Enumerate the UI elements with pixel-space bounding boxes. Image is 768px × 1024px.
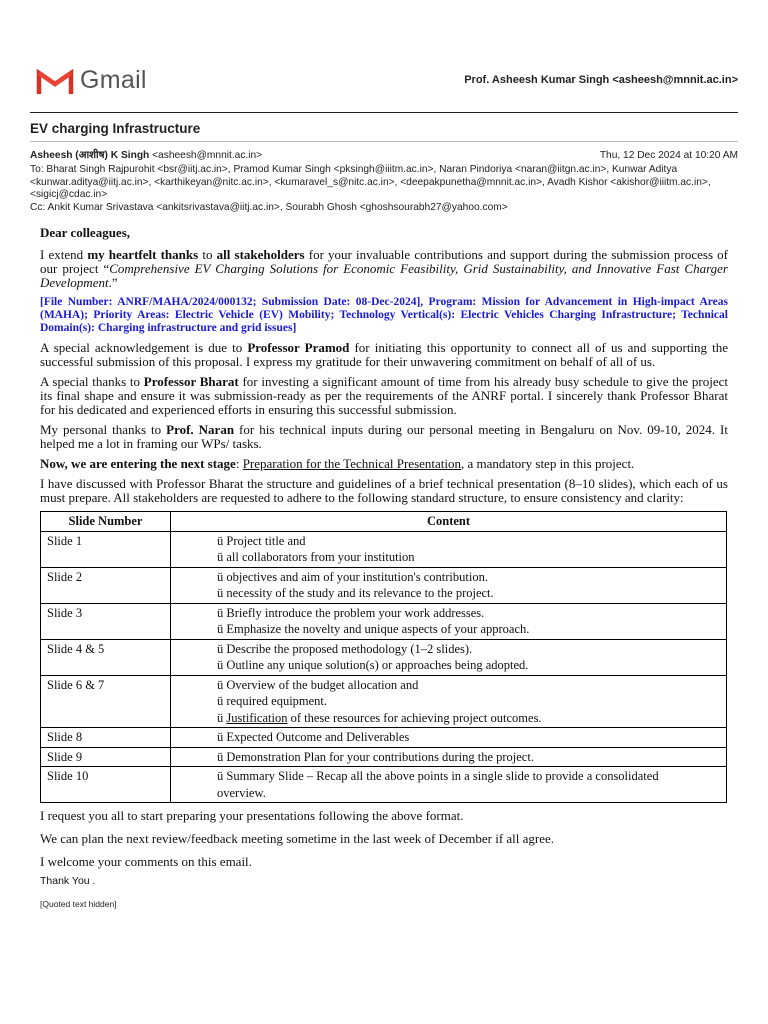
slide-structure-table bbox=[40, 511, 727, 803]
table-row: Slide 2 ü objectives and aim of your institution's contribution. ü necessity of the study and its relevance to the project. bbox=[41, 567, 727, 603]
email-date: Thu, 12 Dec 2024 at 10:20 AM bbox=[599, 150, 738, 161]
signoff: Thank You . bbox=[40, 875, 96, 887]
paragraph-pramod: A special acknowledgement is due to Professor Pramod for initiating this opportunity to connect all of us and supporting the successful submission of this proposal. I express my gratitude for their unwavering commitment on behalf of all of us. bbox=[40, 340, 729, 369]
table-row: Slide 1 ü Project title and ü all collaborators from your institution bbox=[41, 531, 727, 567]
from-line bbox=[30, 150, 740, 164]
gmail-logo-text: Gmail bbox=[80, 66, 147, 94]
paragraph-request: I request you all to start preparing your presentations following the above format. bbox=[40, 808, 464, 823]
subject-divider bbox=[30, 141, 738, 142]
email-body bbox=[40, 226, 728, 909]
table-row: Slide 9 ü Demonstration Plan for your contributions during the project. bbox=[41, 747, 727, 767]
paragraph-bharat: A special thanks to Professor Bharat for investing a significant amount of time from his already busy schedule to give the project its final shape and ensure it was submission-ready as per the requirements of the ANRF portal. I sincerely thank Professor Bharat for his dedicated and experienced efforts in ensuring this successful submission. bbox=[40, 374, 728, 417]
table-row: Slide 3 ü Briefly introduce the problem your work addresses. ü Emphasize the novelty and unique aspects of your approach. bbox=[41, 603, 727, 639]
to-recipients: To: Bharat Singh Rajpurohit <bsr@iitj.ac.in>, Pramod Kumar Singh <pksingh@iiitm.ac.in>, Naran Pindoriya <naran@iitgn.ac.in>, Kunwar Aditya <kunwar.aditya@iitj.ac.in>, <karthikeyan@nitc.ac.in>, <kumaravel_s@nitc.ac.in>, <deepakpunetha@mnnit.ac.in>, Avadh Kishor <akishor@iiitm.ac.in>, <sigicj@cdac.in> bbox=[30, 164, 711, 200]
email-meta bbox=[30, 150, 740, 214]
email-subject: EV charging Infrastructure bbox=[30, 121, 201, 136]
cc-recipients: Cc: Ankit Kumar Srivastava <ankitsrivastava@iitj.ac.in>, Sourabh Ghosh <ghoshsourabh27@yahoo.com> bbox=[30, 201, 508, 213]
table-row: Slide 6 & 7 ü Overview of the budget allocation and ü required equipment. ü Justification of these resources for achieving project outcomes. bbox=[41, 675, 727, 728]
sender-name: Asheesh (आशीष) K Singh bbox=[30, 150, 150, 161]
sender-email: <asheesh@mnnit.ac.in> bbox=[152, 150, 263, 161]
table-row: Slide 4 & 5 ü Describe the proposed methodology (1–2 slides). ü Outline any unique solution(s) or approaches being adopted. bbox=[41, 639, 727, 675]
paragraph-comments: I welcome your comments on this email. bbox=[40, 854, 252, 869]
table-row: Slide 8 ü Expected Outcome and Deliverables bbox=[41, 728, 727, 748]
greeting: Dear colleagues, bbox=[40, 225, 131, 240]
quoted-text-hidden[interactable]: [Quoted text hidden] bbox=[40, 899, 117, 909]
col-header-content: Content bbox=[171, 512, 727, 532]
col-header-slide: Slide Number bbox=[41, 512, 171, 532]
header-divider bbox=[30, 112, 738, 113]
gmail-logo-icon bbox=[36, 67, 74, 95]
paragraph-naran: My personal thanks to Prof. Naran for his technical inputs during our personal meeting in Bengaluru on Nov. 09-10, 2024. It helped me a lot in framing our WPs/ tasks. bbox=[40, 422, 728, 451]
account-label: Prof. Asheesh Kumar Singh <asheesh@mnnit.ac.in> bbox=[464, 74, 738, 86]
paragraph-next-stage: Now, we are entering the next stage: Preparation for the Technical Presentation, a mandatory step in this project. bbox=[40, 456, 635, 471]
gmail-header bbox=[30, 62, 740, 102]
paragraph-meeting: We can plan the next review/feedback meeting sometime in the last week of December if all agree. bbox=[40, 831, 555, 846]
table-row: Slide 10 ü Summary Slide – Recap all the above points in a single slide to provide a consolidated overview. bbox=[41, 767, 727, 803]
paragraph-structure: I have discussed with Professor Bharat the structure and guidelines of a brief technical presentation (8–10 slides), which each of us must prepare. All stakeholders are requested to adhere to the following standard structure, to ensure consistency and clarity: bbox=[40, 476, 728, 505]
paragraph-thanks: I extend my heartfelt thanks to all stakeholders for your invaluable contributions and support during the submission process of our project “Comprehensive EV Charging Solutions for Economic Feasibility, Grid Sustainability, and Innovative Fast Charger Development.” bbox=[40, 247, 728, 290]
file-info: [File Number: ANRF/MAHA/2024/000132; Submission Date: 08-Dec-2024], Program: Mission for Advancement in High-impact Areas (MAHA); Priority Areas: Electric Vehicle (EV) Mobility; Technology Vertical(s): Electric Vehicles Charging Infrastructure; Technical Domain(s): Charging infrastructure and grid issues] bbox=[40, 296, 728, 334]
table-header-row bbox=[41, 512, 727, 532]
